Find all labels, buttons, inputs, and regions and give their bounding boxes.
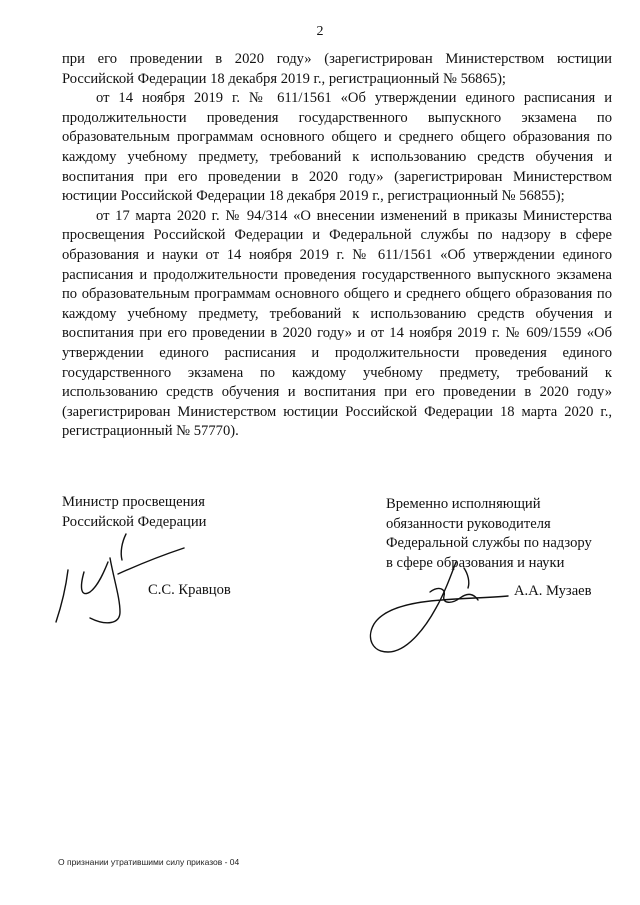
right-signatory-title-line2: обязанности руководителя [386,515,551,532]
footer-file-reference: О признании утратившими силу приказов - 04 [58,857,240,867]
left-signature-stroke [121,534,126,560]
left-signature-stroke [118,548,184,574]
paragraph-continuation: при его проведении в 2020 году» (зарегистрирован Министерством юстиции Российской Федерации 18 декабря 2019 г., регистрационный № 56865); [62,51,612,87]
paragraph-order-94: от 17 марта 2020 г. № 94/314 «О внесении изменений в приказы Министерства просвещения Российской Федерации и Федеральной службы по надзору в сфере образования и науки от 14 ноября 2019 г. № 611/1561 «Об утверждении единого расписания и продолжительности проведения государственного выпускного экзамена по образовательным программам основного общего и среднего общего образования по каждому учебному предмету, требований к использованию средств обучения и воспитания при его проведении в 2020 году» и от 14 ноября 2019 г. № 609/1559 «Об утверждении единого расписания и продолжительности проведения единого государственного экзамена по каждому учебному предмету, требований к использованию средств обучения и воспитания при его проведении в 2020 году» (зарегистрирован Министерством юстиции Российской Федерации 18 марта 2020 г., регистрационный № 57770). [62,207,612,440]
right-signature-stroke [370,562,508,652]
left-signatory-title-line2: Российской Федерации [62,513,207,530]
right-signatory-title-line1: Временно исполняющий [386,496,541,512]
paragraph-order-611: от 14 ноября 2019 г. № 611/1561 «Об утверждении единого расписания и продолжительности проведения государственного выпускного экзамена по образовательным программам основного общего и среднего общего образования по каждому учебному предмету, требований к использованию средств обучения и воспитания при его проведении в 2020 году» (зарегистрирован Министерством юстиции Российской Федерации 18 декабря 2019 г., регистрационный № 56855); [62,90,612,205]
right-signatory-title-line3: Федеральной службы по надзору [386,535,592,552]
page-number: 2 [316,24,324,39]
right-signature-stroke [430,589,478,603]
left-signature-stroke [82,562,108,594]
document-body [62,50,612,442]
right-signatory-name: А.А. Музаев [514,583,592,599]
right-signatory-title-line4: в сфере образования и науки [386,554,565,571]
left-signature-stroke [90,558,120,623]
left-signatory-title [62,493,207,532]
left-signature-stroke [56,570,68,622]
left-signatory-title-line1: Министр просвещения [62,494,205,510]
right-signatory-title [386,495,592,573]
left-signatory-name: С.С. Кравцов [148,582,231,598]
